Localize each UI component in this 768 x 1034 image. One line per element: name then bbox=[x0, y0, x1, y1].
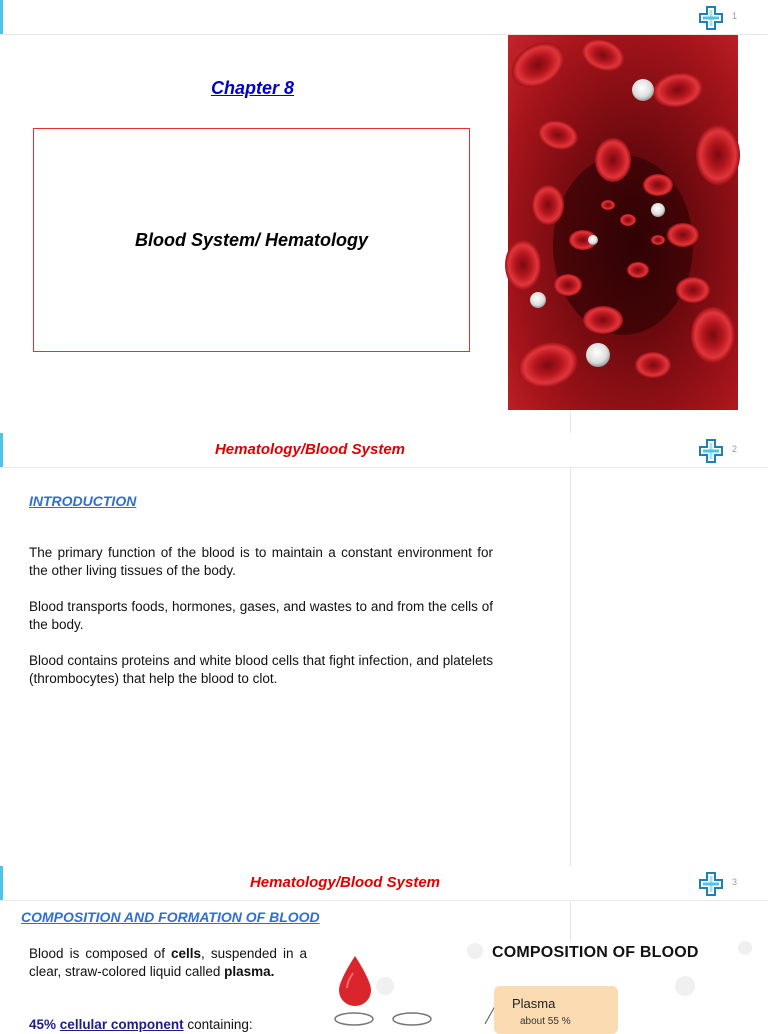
figure-title: COMPOSITION OF BLOOD bbox=[492, 944, 699, 961]
section-heading[interactable]: COMPOSITION AND FORMATION OF BLOOD bbox=[21, 909, 320, 925]
section-heading[interactable]: INTRODUCTION bbox=[29, 493, 137, 509]
header-divider bbox=[0, 467, 768, 468]
slide-title: Blood System/ Hematology bbox=[134, 229, 369, 250]
page-number: 2 bbox=[732, 444, 738, 454]
slide-title: Hematology/Blood System bbox=[214, 441, 406, 458]
bold-term-cells: cells bbox=[171, 946, 202, 961]
composition-paragraph bbox=[29, 945, 307, 981]
blood-cells-image bbox=[508, 35, 738, 410]
percent-45: 45% bbox=[29, 1017, 57, 1032]
slide-accent-bar bbox=[0, 0, 3, 34]
title-box bbox=[33, 128, 470, 352]
header-divider bbox=[0, 900, 768, 901]
slide-title: Hematology/Blood System bbox=[249, 874, 441, 891]
slide-2 bbox=[0, 433, 768, 866]
page-number: 3 bbox=[732, 877, 738, 887]
paragraph: The primary function of the blood is to maintain a constant environment for the other living tissues of the body. bbox=[29, 545, 493, 578]
column-divider bbox=[570, 410, 571, 433]
bold-term-plasma: plasma. bbox=[224, 964, 275, 979]
column-divider bbox=[570, 468, 571, 866]
text-run: Blood is composed of bbox=[29, 946, 172, 961]
page-number: 1 bbox=[732, 11, 738, 21]
cellular-component-line bbox=[29, 1016, 307, 1034]
medical-cross-icon bbox=[698, 871, 724, 897]
slide-1 bbox=[0, 0, 768, 433]
column-divider bbox=[570, 901, 571, 941]
paragraph: Blood transports foods, hormones, gases, and wastes to and from the cells of the body. bbox=[29, 599, 493, 632]
bold-term-cellular-component: cellular component bbox=[59, 1017, 184, 1032]
slide-3 bbox=[0, 866, 768, 1032]
text-run: containing: bbox=[183, 1017, 253, 1032]
paragraph: Blood contains proteins and white blood cells that fight infection, and platelets (thrombocytes) that help the blood to clot. bbox=[29, 653, 493, 686]
medical-cross-icon bbox=[698, 5, 724, 31]
blood-drop-icon bbox=[339, 956, 371, 1006]
medical-cross-icon bbox=[698, 438, 724, 464]
text-run: , suspended in a clear, straw-colored liquid called bbox=[29, 946, 308, 979]
plasma-label: Plasma bbox=[512, 996, 556, 1011]
plasma-percent-label: about 55 % bbox=[520, 1016, 571, 1027]
chapter-link[interactable]: Chapter 8 bbox=[210, 78, 295, 98]
